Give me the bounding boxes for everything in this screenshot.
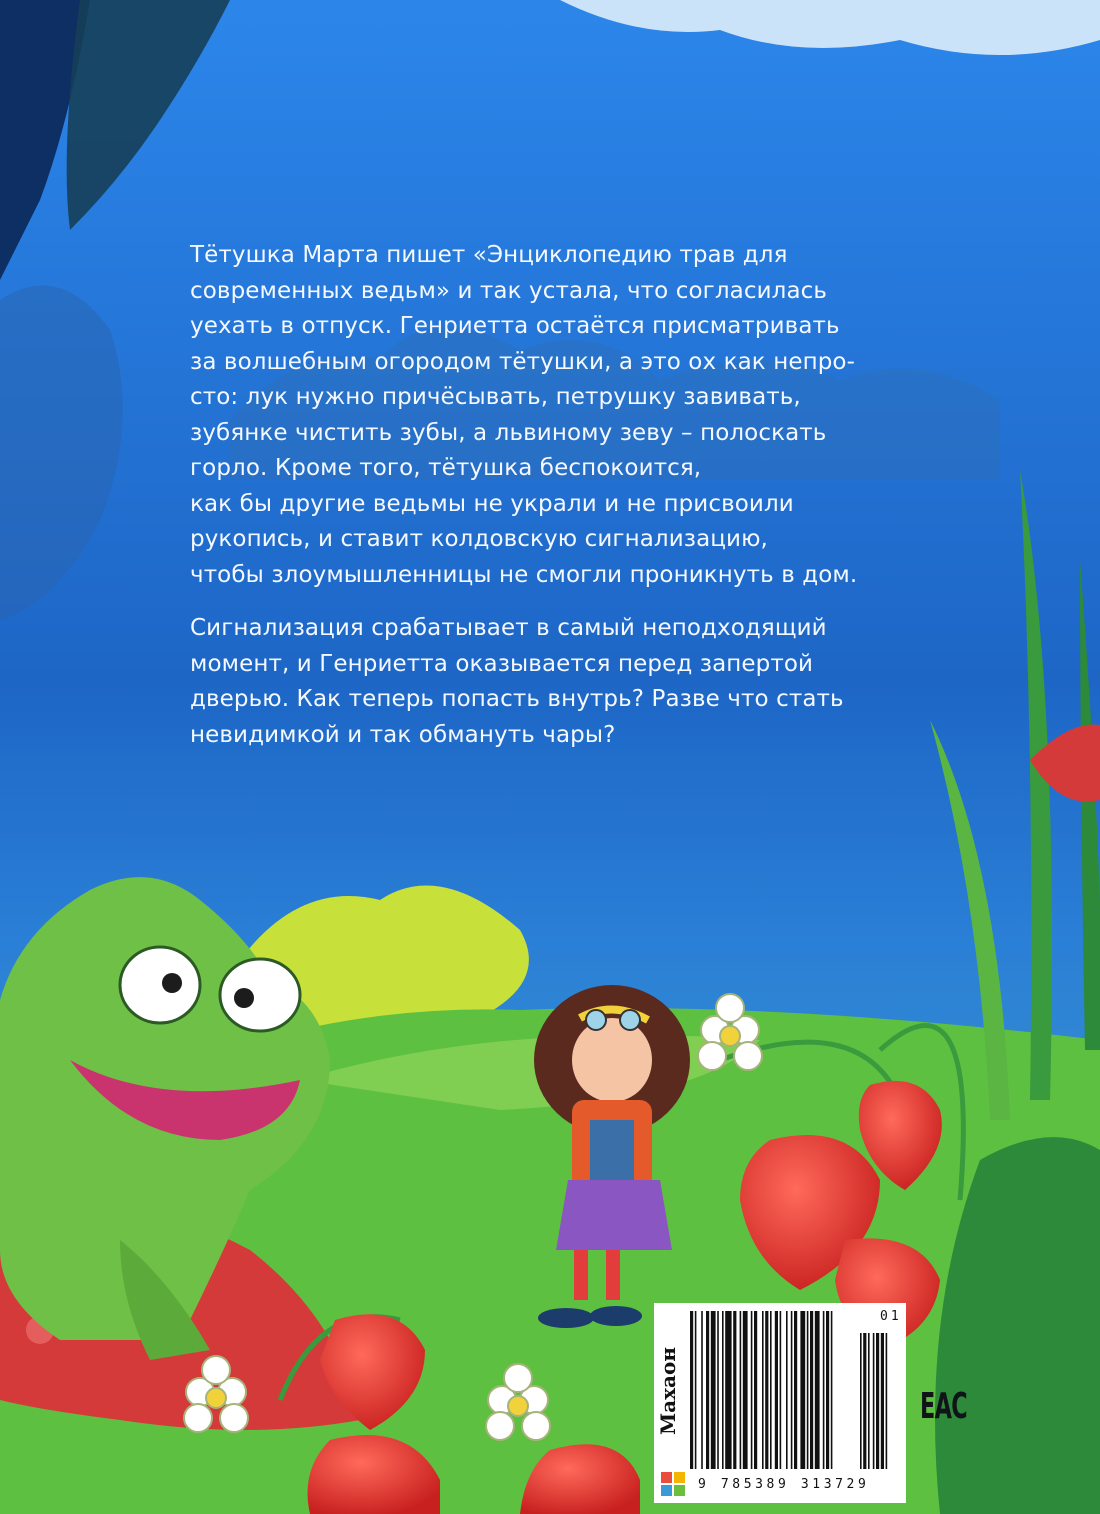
eac-mark: EAC bbox=[920, 1386, 968, 1427]
blurb-line: горло. Кроме того, тётушка беспокоится, bbox=[190, 455, 702, 481]
barcode-panel bbox=[654, 1303, 906, 1503]
barcode-bar bbox=[706, 1311, 709, 1469]
barcode-bar bbox=[754, 1311, 757, 1469]
publisher-flower-icon bbox=[660, 1471, 686, 1497]
blurb-line: невидимкой и так обмануть чары? bbox=[190, 721, 616, 748]
blurb-line: сто: лук нужно причёсывать, петрушку завивать, bbox=[190, 384, 801, 410]
publisher-name: Махаон bbox=[656, 1347, 680, 1435]
barcode-addon-bar bbox=[876, 1333, 879, 1469]
blurb-paragraph-1 bbox=[190, 238, 910, 593]
blurb-line: дверью. Как теперь попасть внутрь? Разве что стать bbox=[190, 686, 844, 712]
barcode-bar bbox=[815, 1311, 820, 1469]
blurb-line: Сигнализация срабатывает в самый неподходящий bbox=[190, 615, 827, 641]
barcode-bar bbox=[733, 1311, 736, 1469]
blurb-line: момент, и Генриетта оказывается перед запертой bbox=[190, 650, 814, 677]
barcode-bar bbox=[794, 1311, 797, 1469]
barcode-bar bbox=[775, 1311, 778, 1469]
barcode-bar bbox=[690, 1311, 693, 1469]
blurb-line: чтобы злоумышленницы не смогли проникнуть в дом. bbox=[190, 561, 858, 588]
barcode-bar bbox=[807, 1311, 809, 1469]
barcode-bars bbox=[690, 1311, 902, 1475]
blurb-line: зубянке чистить зубы, а львиному зеву – полоскать bbox=[190, 419, 827, 446]
barcode-bar bbox=[743, 1311, 748, 1469]
barcode-number: 9 785389 313729 bbox=[698, 1477, 870, 1492]
barcode-bar bbox=[695, 1311, 697, 1469]
blurb-line: Тётушка Марта пишет «Энциклопедию трав для bbox=[190, 242, 788, 268]
blurb-text bbox=[190, 238, 910, 753]
barcode-bar bbox=[722, 1311, 724, 1469]
barcode-addon-bar bbox=[886, 1333, 888, 1469]
blurb-paragraph-2 bbox=[190, 611, 910, 753]
barcode-addon-bar bbox=[863, 1333, 866, 1469]
barcode-bar bbox=[823, 1311, 825, 1469]
publisher-logo bbox=[656, 1303, 688, 1503]
barcode-bar bbox=[725, 1311, 731, 1469]
barcode-bar bbox=[770, 1311, 772, 1469]
barcode-bar bbox=[711, 1311, 716, 1469]
barcode-bar bbox=[740, 1311, 742, 1469]
barcode-addon: 01 bbox=[880, 1309, 902, 1324]
barcode-addon-bar bbox=[873, 1333, 875, 1469]
barcode-bar bbox=[701, 1311, 703, 1469]
barcode-addon-bar bbox=[868, 1333, 870, 1469]
barcode-bar bbox=[831, 1311, 833, 1469]
barcode-bar bbox=[751, 1311, 753, 1469]
barcode-addon-bar bbox=[860, 1333, 862, 1469]
blurb-line: за волшебным огородом тётушки, а это ох как непро- bbox=[190, 348, 855, 375]
barcode-bar bbox=[810, 1311, 813, 1469]
blurb-line: современных ведьм» и так устала, что согласилась bbox=[190, 277, 828, 304]
barcode-bar bbox=[762, 1311, 764, 1469]
barcode-bar bbox=[786, 1311, 788, 1469]
barcode-bar bbox=[800, 1311, 805, 1469]
barcode-addon-bar bbox=[881, 1333, 884, 1469]
barcode-bar bbox=[791, 1311, 793, 1469]
blurb-line: уехать в отпуск. Генриетта остаётся присматривать bbox=[190, 313, 840, 339]
barcode-bar bbox=[826, 1311, 829, 1469]
blurb-line: как бы другие ведьмы не украли и не присвоили bbox=[190, 490, 794, 517]
barcode-bar bbox=[765, 1311, 768, 1469]
blurb-line: рукопись, и ставит колдовскую сигнализацию, bbox=[190, 526, 768, 552]
barcode-bar bbox=[717, 1311, 719, 1469]
barcode-bar bbox=[780, 1311, 782, 1469]
